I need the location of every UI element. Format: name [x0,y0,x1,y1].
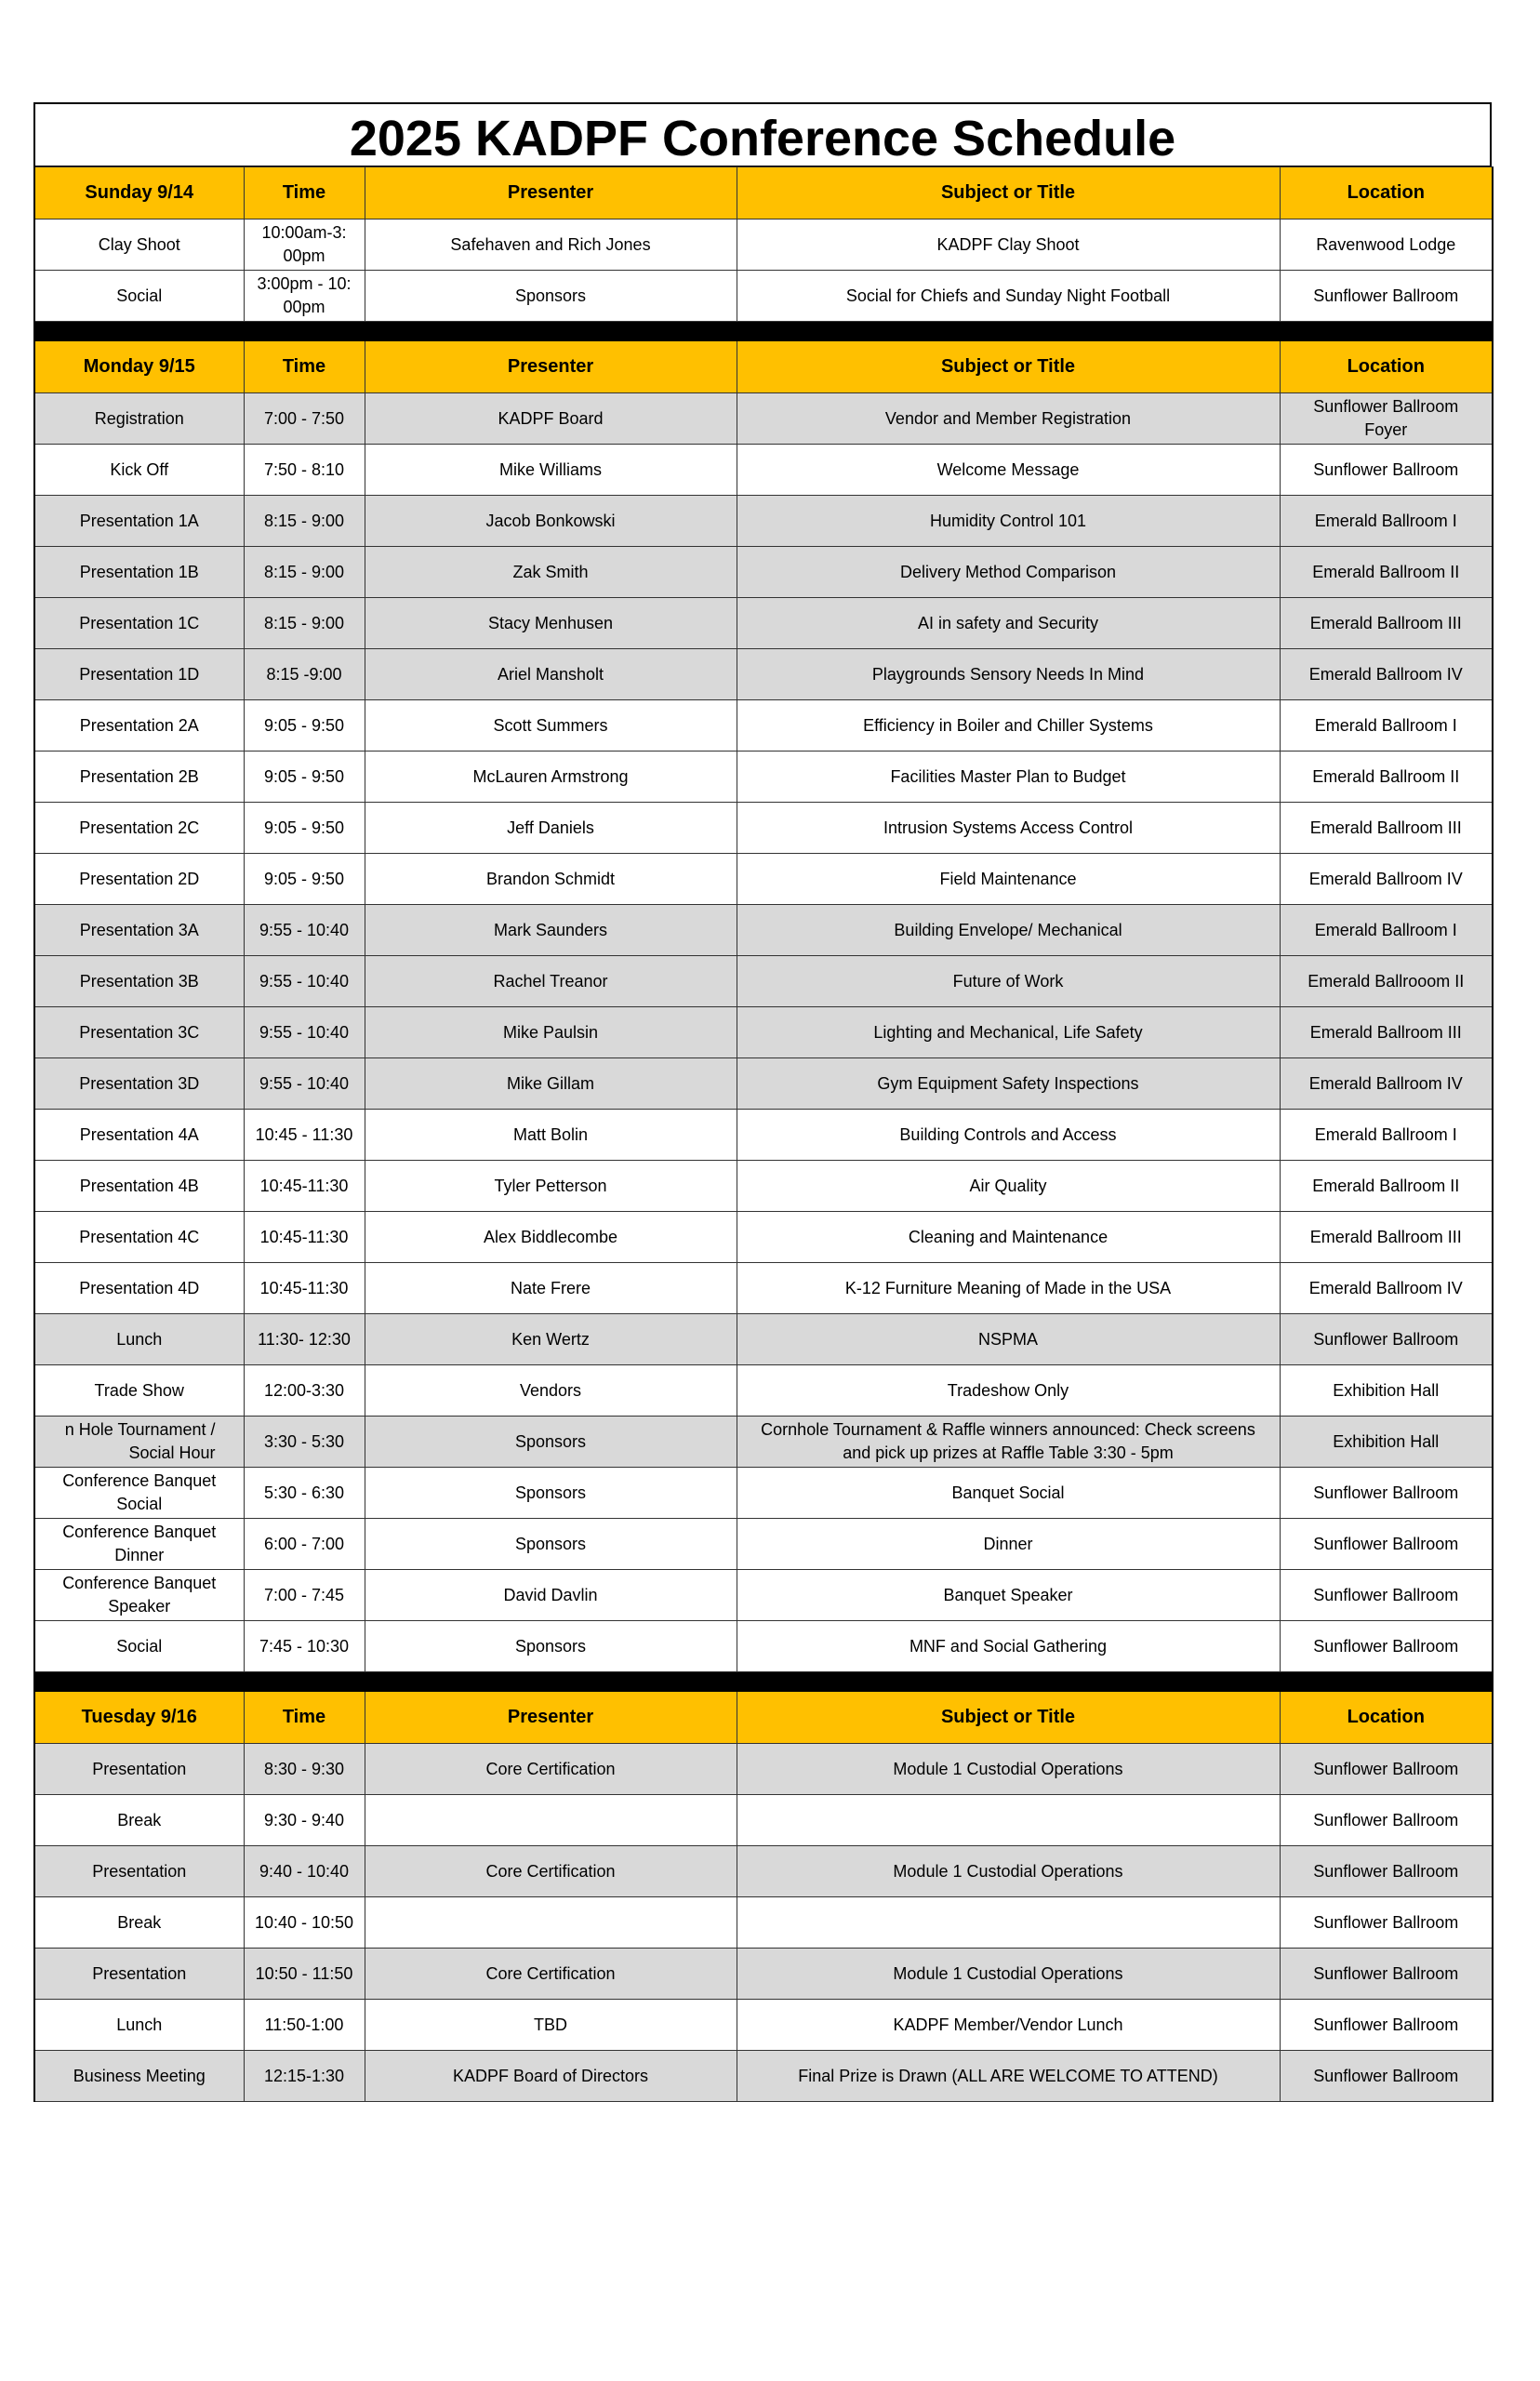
session-cell: Presentation 4B [34,1161,244,1212]
schedule-table [33,166,1494,2102]
time-cell: 9:55 - 10:40 [244,956,365,1007]
table-row [34,1897,1493,1949]
location-cell: Sunflower Ballroom [1280,1846,1493,1897]
subject-cell: Social for Chiefs and Sunday Night Football [737,271,1280,322]
subject-cell: Cornhole Tournament & Raffle winners announced: Check screens and pick up prizes at Raffle Table 3:30 - 5pm [737,1417,1280,1468]
time-cell: 12:15-1:30 [244,2051,365,2102]
schedule-sheet [33,102,1492,2102]
location-cell: Emerald Ballroom I [1280,905,1493,956]
column-header: Subject or Title [737,1692,1280,1744]
subject-cell: Module 1 Custodial Operations [737,1846,1280,1897]
time-cell: 12:00-3:30 [244,1365,365,1417]
time-cell: 9:40 - 10:40 [244,1846,365,1897]
time-cell: 11:30- 12:30 [244,1314,365,1365]
session-cell: Break [34,1897,244,1949]
subject-cell: Module 1 Custodial Operations [737,1744,1280,1795]
table-row [34,598,1493,649]
time-cell: 10:40 - 10:50 [244,1897,365,1949]
presenter-cell: Stacy Menhusen [365,598,737,649]
session-cell: Presentation 2B [34,752,244,803]
time-cell: 9:55 - 10:40 [244,1007,365,1058]
presenter-cell: Jacob Bonkowski [365,496,737,547]
column-header: Presenter [365,1692,737,1744]
time-cell: 8:15 - 9:00 [244,598,365,649]
subject-cell: KADPF Clay Shoot [737,219,1280,271]
column-header: Location [1280,1692,1493,1744]
session-cell: Conference Banquet Social [34,1468,244,1519]
subject-cell: Building Envelope/ Mechanical [737,905,1280,956]
location-cell: Exhibition Hall [1280,1417,1493,1468]
table-row [34,547,1493,598]
table-row [34,752,1493,803]
subject-cell: Banquet Social [737,1468,1280,1519]
presenter-cell: Mike Williams [365,445,737,496]
session-cell: Presentation 4D [34,1263,244,1314]
subject-cell: Efficiency in Boiler and Chiller Systems [737,700,1280,752]
day-header-row [34,341,1493,393]
session-cell: Presentation 3C [34,1007,244,1058]
table-row [34,2000,1493,2051]
session-cell: n Hole Tournament / Social Hour [34,1417,244,1468]
subject-cell: Lighting and Mechanical, Life Safety [737,1007,1280,1058]
session-cell: Social [34,1621,244,1672]
table-row [34,1468,1493,1519]
session-cell: Registration [34,393,244,445]
presenter-cell: McLauren Armstrong [365,752,737,803]
table-row [34,905,1493,956]
time-cell: 10:45 - 11:30 [244,1110,365,1161]
table-row [34,445,1493,496]
subject-cell: Cleaning and Maintenance [737,1212,1280,1263]
presenter-cell: Ariel Mansholt [365,649,737,700]
table-row [34,649,1493,700]
session-cell: Presentation 3B [34,956,244,1007]
subject-cell: Intrusion Systems Access Control [737,803,1280,854]
presenter-cell: Ken Wertz [365,1314,737,1365]
presenter-cell: Mike Gillam [365,1058,737,1110]
location-cell: Emerald Ballroom IV [1280,1058,1493,1110]
subject-cell: Welcome Message [737,445,1280,496]
presenter-cell: Rachel Treanor [365,956,737,1007]
session-cell: Presentation 4A [34,1110,244,1161]
location-cell: Emerald Ballroom III [1280,1007,1493,1058]
session-cell: Clay Shoot [34,219,244,271]
column-header: Time [244,341,365,393]
table-row [34,1570,1493,1621]
location-cell: Sunflower Ballroom [1280,1744,1493,1795]
location-cell: Sunflower Ballroom [1280,1949,1493,2000]
presenter-cell: Zak Smith [365,547,737,598]
presenter-cell: KADPF Board [365,393,737,445]
column-header: Time [244,167,365,219]
time-cell: 9:55 - 10:40 [244,905,365,956]
presenter-cell: Jeff Daniels [365,803,737,854]
time-cell: 11:50-1:00 [244,2000,365,2051]
session-cell: Presentation 2D [34,854,244,905]
time-cell: 8:15 - 9:00 [244,547,365,598]
location-cell: Sunflower Ballroom [1280,1897,1493,1949]
subject-cell: KADPF Member/Vendor Lunch [737,2000,1280,2051]
presenter-cell [365,1897,737,1949]
session-cell: Social [34,271,244,322]
table-row [34,1314,1493,1365]
session-cell: Conference Banquet Dinner [34,1519,244,1570]
time-cell: 7:50 - 8:10 [244,445,365,496]
column-header: Time [244,1692,365,1744]
session-cell: Kick Off [34,445,244,496]
session-cell: Break [34,1795,244,1846]
presenter-cell: Core Certification [365,1949,737,2000]
session-cell: Presentation 1B [34,547,244,598]
day-label: Tuesday 9/16 [34,1692,244,1744]
schedule-body [34,167,1493,2102]
location-cell: Emerald Ballroom II [1280,1161,1493,1212]
subject-cell: Delivery Method Comparison [737,547,1280,598]
location-cell: Emerald Ballroom I [1280,1110,1493,1161]
subject-cell: Vendor and Member Registration [737,393,1280,445]
presenter-cell: Scott Summers [365,700,737,752]
session-cell: Presentation 2A [34,700,244,752]
presenter-cell: Tyler Petterson [365,1161,737,1212]
session-cell: Presentation 3D [34,1058,244,1110]
separator-bar [34,1672,1493,1692]
subject-cell [737,1795,1280,1846]
time-cell: 9:55 - 10:40 [244,1058,365,1110]
location-cell: Emerald Ballroom II [1280,547,1493,598]
presenter-cell: Vendors [365,1365,737,1417]
column-header: Subject or Title [737,341,1280,393]
table-row [34,803,1493,854]
subject-cell: Dinner [737,1519,1280,1570]
time-cell: 9:05 - 9:50 [244,854,365,905]
subject-cell: NSPMA [737,1314,1280,1365]
location-cell: Emerald Ballroom II [1280,752,1493,803]
subject-cell: Facilities Master Plan to Budget [737,752,1280,803]
time-cell: 9:05 - 9:50 [244,803,365,854]
session-cell: Presentation 2C [34,803,244,854]
presenter-cell: Safehaven and Rich Jones [365,219,737,271]
location-cell: Sunflower Ballroom [1280,1621,1493,1672]
time-cell: 3:00pm - 10: 00pm [244,271,365,322]
location-cell: Sunflower Ballroom [1280,445,1493,496]
subject-cell: Building Controls and Access [737,1110,1280,1161]
session-cell: Lunch [34,2000,244,2051]
location-cell: Emerald Ballroom IV [1280,649,1493,700]
presenter-cell: David Davlin [365,1570,737,1621]
time-cell: 7:00 - 7:50 [244,393,365,445]
session-cell: Trade Show [34,1365,244,1417]
subject-cell: Playgrounds Sensory Needs In Mind [737,649,1280,700]
time-cell: 5:30 - 6:30 [244,1468,365,1519]
subject-cell: K-12 Furniture Meaning of Made in the USA [737,1263,1280,1314]
location-cell: Sunflower Ballroom [1280,271,1493,322]
time-cell: 7:45 - 10:30 [244,1621,365,1672]
location-cell: Sunflower Ballroom [1280,1795,1493,1846]
location-cell: Emerald Ballroom III [1280,598,1493,649]
table-row [34,854,1493,905]
location-cell: Emerald Ballroom I [1280,496,1493,547]
session-cell: Presentation 1D [34,649,244,700]
location-cell: Emerald Ballroom III [1280,803,1493,854]
session-cell: Presentation 1A [34,496,244,547]
presenter-cell: Nate Frere [365,1263,737,1314]
time-cell: 9:05 - 9:50 [244,752,365,803]
table-row [34,1365,1493,1417]
location-cell: Ravenwood Lodge [1280,219,1493,271]
subject-cell: Banquet Speaker [737,1570,1280,1621]
session-cell: Presentation [34,1846,244,1897]
location-cell: Emerald Ballroom IV [1280,1263,1493,1314]
table-row [34,1795,1493,1846]
column-header: Location [1280,341,1493,393]
table-row [34,1519,1493,1570]
session-cell: Presentation 1C [34,598,244,649]
subject-cell: Air Quality [737,1161,1280,1212]
table-row [34,1058,1493,1110]
presenter-cell: Sponsors [365,1468,737,1519]
time-cell: 7:00 - 7:45 [244,1570,365,1621]
presenter-cell: Core Certification [365,1744,737,1795]
time-cell: 8:15 -9:00 [244,649,365,700]
column-header: Location [1280,167,1493,219]
table-row [34,1621,1493,1672]
location-cell: Emerald Ballroom I [1280,700,1493,752]
location-cell: Sunflower Ballroom [1280,2051,1493,2102]
day-separator [34,1672,1493,1692]
location-cell: Exhibition Hall [1280,1365,1493,1417]
day-label: Sunday 9/14 [34,167,244,219]
column-header: Presenter [365,341,737,393]
presenter-cell: Core Certification [365,1846,737,1897]
table-row [34,271,1493,322]
location-cell: Emerald Ballroom IV [1280,854,1493,905]
location-cell: Emerald Ballroom III [1280,1212,1493,1263]
presenter-cell: Sponsors [365,271,737,322]
subject-cell: Gym Equipment Safety Inspections [737,1058,1280,1110]
table-row [34,393,1493,445]
time-cell: 10:50 - 11:50 [244,1949,365,2000]
time-cell: 10:00am-3: 00pm [244,219,365,271]
table-row [34,1110,1493,1161]
location-cell: Emerald Ballrooom II [1280,956,1493,1007]
time-cell: 6:00 - 7:00 [244,1519,365,1570]
location-cell: Sunflower Ballroom [1280,1519,1493,1570]
presenter-cell: Mike Paulsin [365,1007,737,1058]
table-row [34,700,1493,752]
day-header-row [34,1692,1493,1744]
time-cell: 9:05 - 9:50 [244,700,365,752]
subject-cell: Field Maintenance [737,854,1280,905]
presenter-cell: Sponsors [365,1519,737,1570]
table-row [34,219,1493,271]
subject-cell: Future of Work [737,956,1280,1007]
time-cell: 10:45-11:30 [244,1161,365,1212]
table-row [34,1949,1493,2000]
subject-cell: Module 1 Custodial Operations [737,1949,1280,2000]
page-title: 2025 KADPF Conference Schedule [33,102,1492,166]
presenter-cell: Alex Biddlecombe [365,1212,737,1263]
time-cell: 10:45-11:30 [244,1263,365,1314]
location-cell: Sunflower Ballroom [1280,1468,1493,1519]
table-row [34,1417,1493,1468]
session-cell: Presentation [34,1744,244,1795]
table-row [34,2051,1493,2102]
time-cell: 9:30 - 9:40 [244,1795,365,1846]
table-row [34,956,1493,1007]
session-cell: Lunch [34,1314,244,1365]
time-cell: 10:45-11:30 [244,1212,365,1263]
day-label: Monday 9/15 [34,341,244,393]
presenter-cell: Sponsors [365,1621,737,1672]
table-row [34,496,1493,547]
session-cell: Presentation 3A [34,905,244,956]
location-cell: Sunflower Ballroom [1280,1570,1493,1621]
subject-cell: Humidity Control 101 [737,496,1280,547]
presenter-cell: Matt Bolin [365,1110,737,1161]
presenter-cell: Brandon Schmidt [365,854,737,905]
session-cell: Presentation [34,1949,244,2000]
presenter-cell: Mark Saunders [365,905,737,956]
table-row [34,1263,1493,1314]
time-cell: 8:15 - 9:00 [244,496,365,547]
subject-cell: MNF and Social Gathering [737,1621,1280,1672]
subject-cell: Final Prize is Drawn (ALL ARE WELCOME TO ATTEND) [737,2051,1280,2102]
presenter-cell: TBD [365,2000,737,2051]
column-header: Presenter [365,167,737,219]
subject-cell: AI in safety and Security [737,598,1280,649]
table-row [34,1744,1493,1795]
table-row [34,1007,1493,1058]
location-cell: Sunflower Ballroom [1280,2000,1493,2051]
separator-bar [34,322,1493,341]
time-cell: 8:30 - 9:30 [244,1744,365,1795]
table-row [34,1161,1493,1212]
table-row [34,1846,1493,1897]
subject-cell [737,1897,1280,1949]
session-cell: Business Meeting [34,2051,244,2102]
presenter-cell: KADPF Board of Directors [365,2051,737,2102]
presenter-cell [365,1795,737,1846]
subject-cell: Tradeshow Only [737,1365,1280,1417]
day-header-row [34,167,1493,219]
session-cell: Conference Banquet Speaker [34,1570,244,1621]
location-cell: Sunflower Ballroom [1280,1314,1493,1365]
time-cell: 3:30 - 5:30 [244,1417,365,1468]
location-cell: Sunflower Ballroom Foyer [1280,393,1493,445]
day-separator [34,322,1493,341]
column-header: Subject or Title [737,167,1280,219]
presenter-cell: Sponsors [365,1417,737,1468]
table-row [34,1212,1493,1263]
session-cell: Presentation 4C [34,1212,244,1263]
